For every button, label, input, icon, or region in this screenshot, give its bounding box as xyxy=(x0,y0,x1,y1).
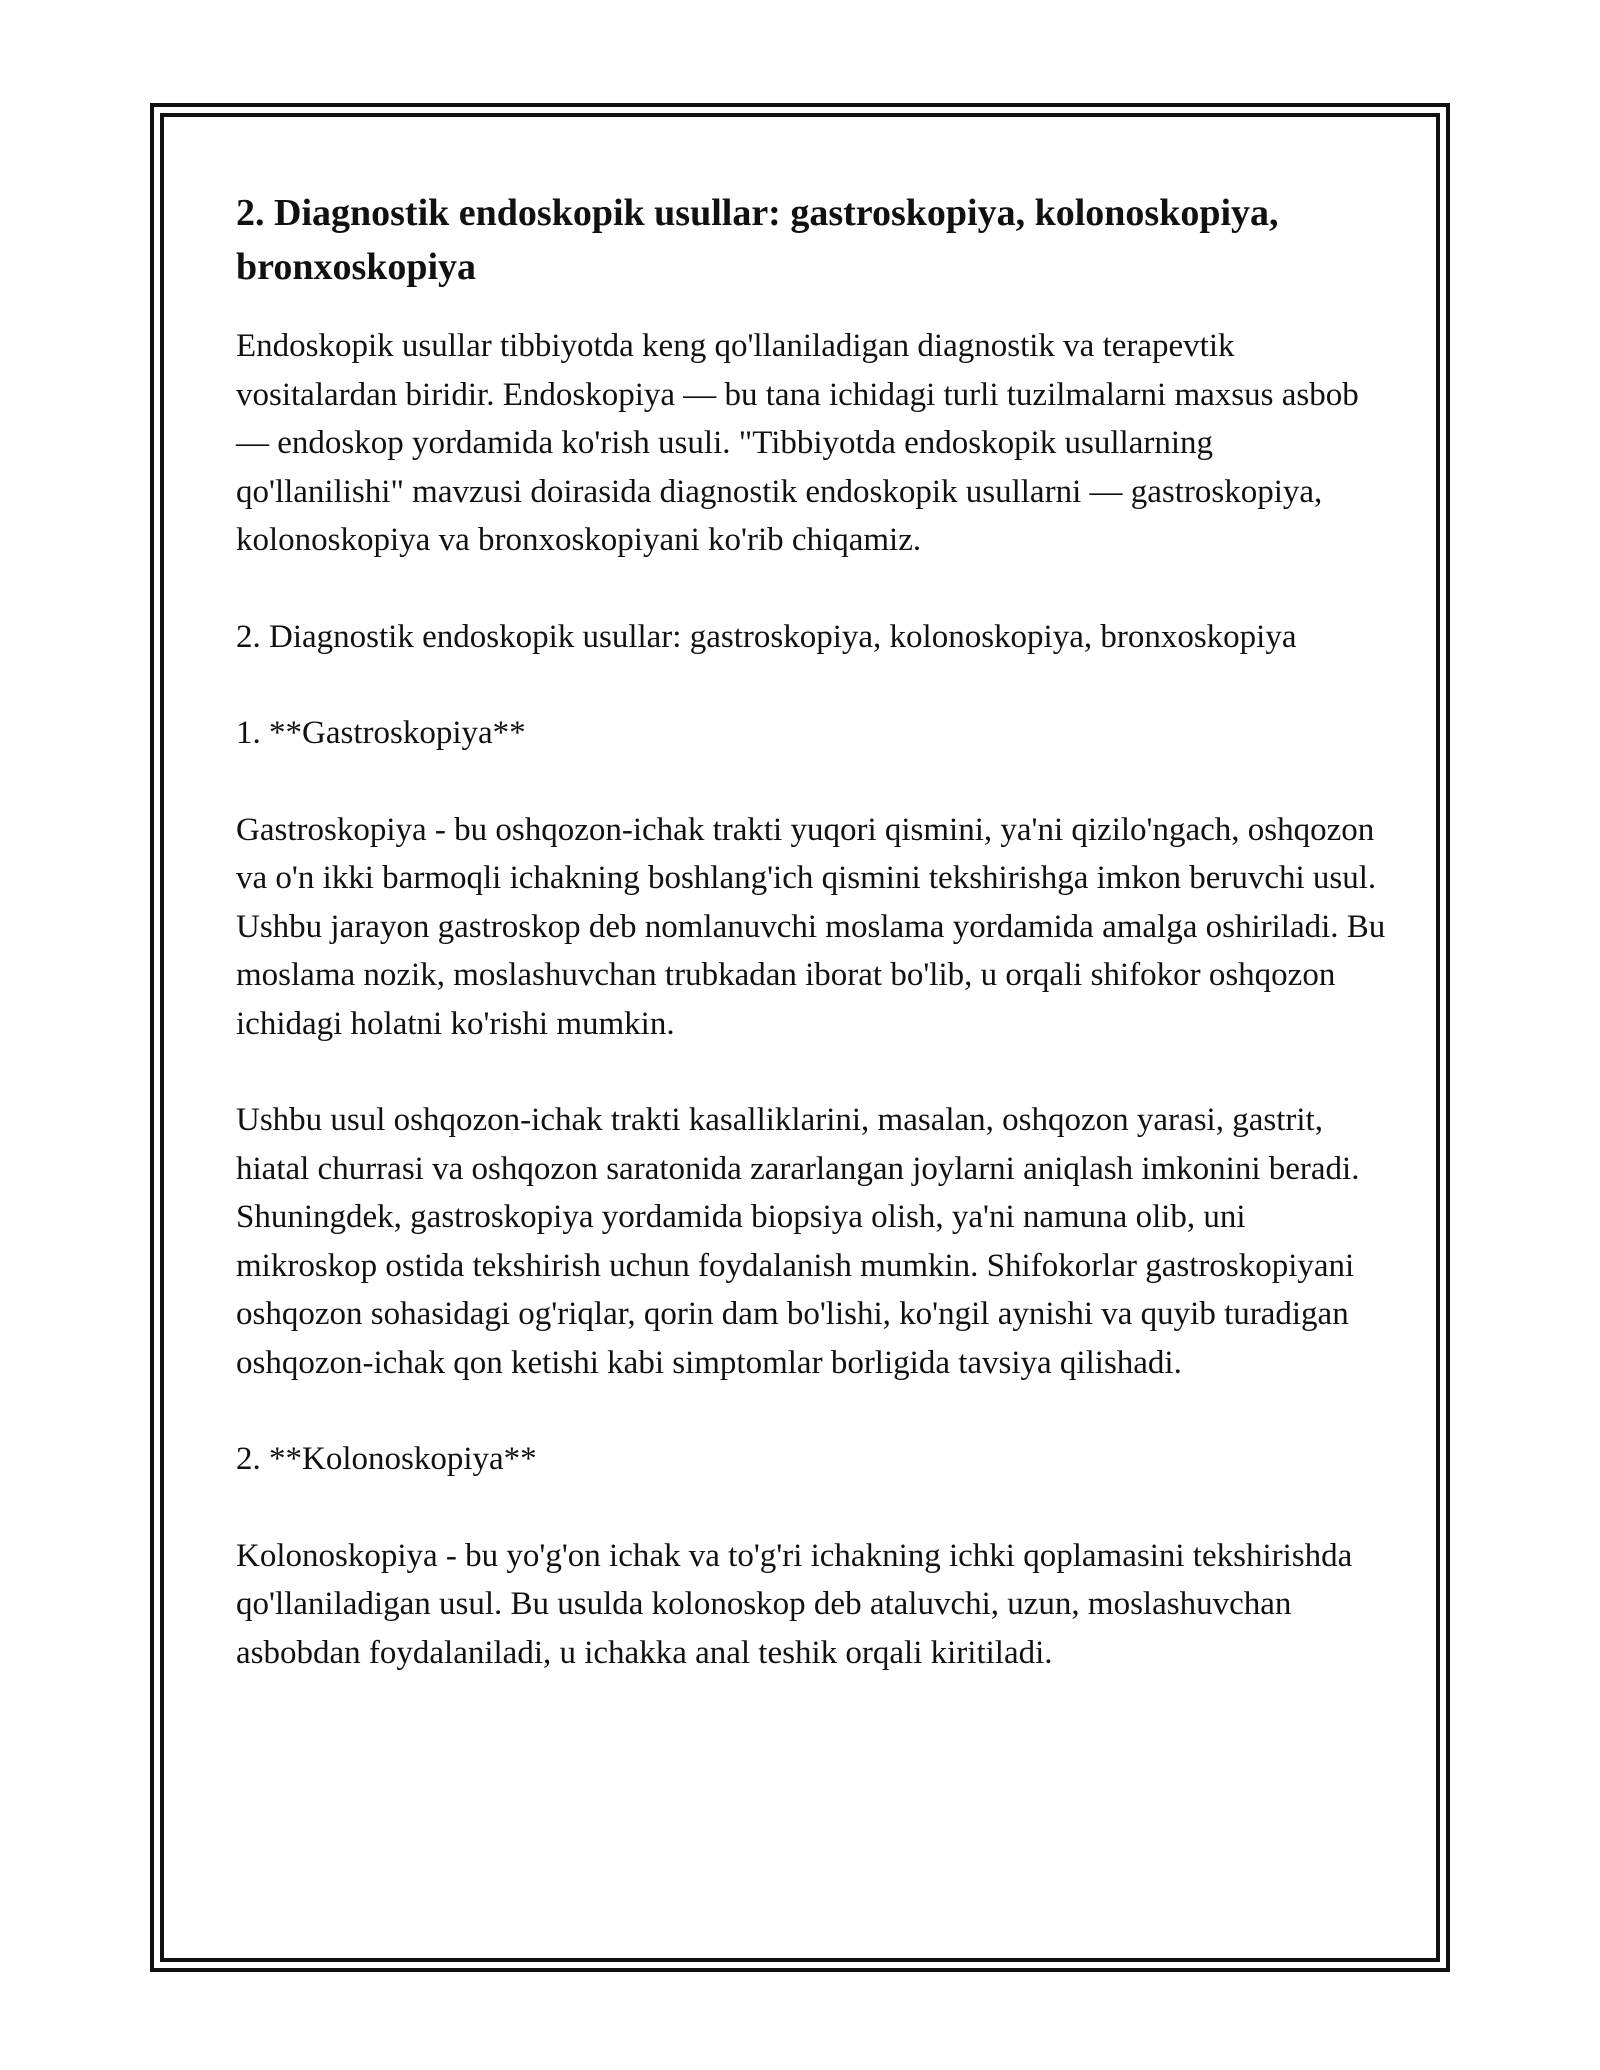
kolonoskopiya-subheading: 2. **Kolonoskopiya** xyxy=(236,1441,537,1477)
gastroskopiya-indications-paragraph: Ushbu usul oshqozon-ichak trakti kasalliklarini, masalan, oshqozon yarasi, gastrit, hiatal churrasi va oshqozon saratonida zararlangan joylarni aniqlash imkonini beradi. Shuningdek, gastroskopiya yordamida biopsiya olish, ya'ni namuna olib, uni mikroskop ostida tekshirish uchun foydalanish mumkin. Shifokorlar gastroskopiyani oshqozon sohasidagi og'riqlar, qorin dam bo'lishi, ko'ngil aynishi va quyib turadigan oshqozon-ichak qon ketishi kabi simptomlar borligida tavsiya qilishadi. xyxy=(236,1102,1360,1381)
document-body xyxy=(236,186,1386,1677)
kolonoskopiya-description-paragraph: Kolonoskopiya - bu yo'g'on ichak va to'g'ri ichakning ichki qoplamasini tekshirishda qo'llaniladigan usul. Bu usulda kolonoskop deb ataluvchi, uzun, moslashuvchan asbobdan foydalaniladi, u ichakka anal teshik orqali kiritiladi. xyxy=(236,1537,1353,1671)
section-title-repeat: 2. Diagnostik endoskopik usullar: gastroskopiya, kolonoskopiya, bronxoskopiya xyxy=(236,618,1297,655)
intro-paragraph: Endoskopik usullar tibbiyotda keng qo'llaniladigan diagnostik va terapevtik vositalardan biridir. Endoskopiya — bu tana ichidagi turli tuzilmalarni maxsus asbob — endoskop yordamida ko'rish usuli. "Tibbiyotda endoskopik usullarning qo'llanilishi" mavzusi doirasida diagnostik endoskopik usullarni — gastroskopiya, kolonoskopiya va bronxoskopiyani ko'rib chiqamiz. xyxy=(236,328,1359,558)
section-heading: 2. Diagnostik endoskopik usullar: gastroskopiya, kolonoskopiya, bronxoskopiya xyxy=(236,192,1279,288)
gastroskopiya-subheading: 1. **Gastroskopiya** xyxy=(236,715,526,751)
gastroskopiya-description-paragraph: Gastroskopiya - bu oshqozon-ichak trakti yuqori qismini, ya'ni qizilo'ngach, oshqozon va o'n ikki barmoqli ichakning boshlang'ich qismini tekshirishga imkon beruvchi usul. Ushbu jarayon gastroskop deb nomlanuvchi moslama yordamida amalga oshiriladi. Bu moslama nozik, moslashuvchan trubkadan iborat bo'lib, u orqali shifokor oshqozon ichidagi holatni ko'rishi mumkin. xyxy=(236,811,1386,1042)
